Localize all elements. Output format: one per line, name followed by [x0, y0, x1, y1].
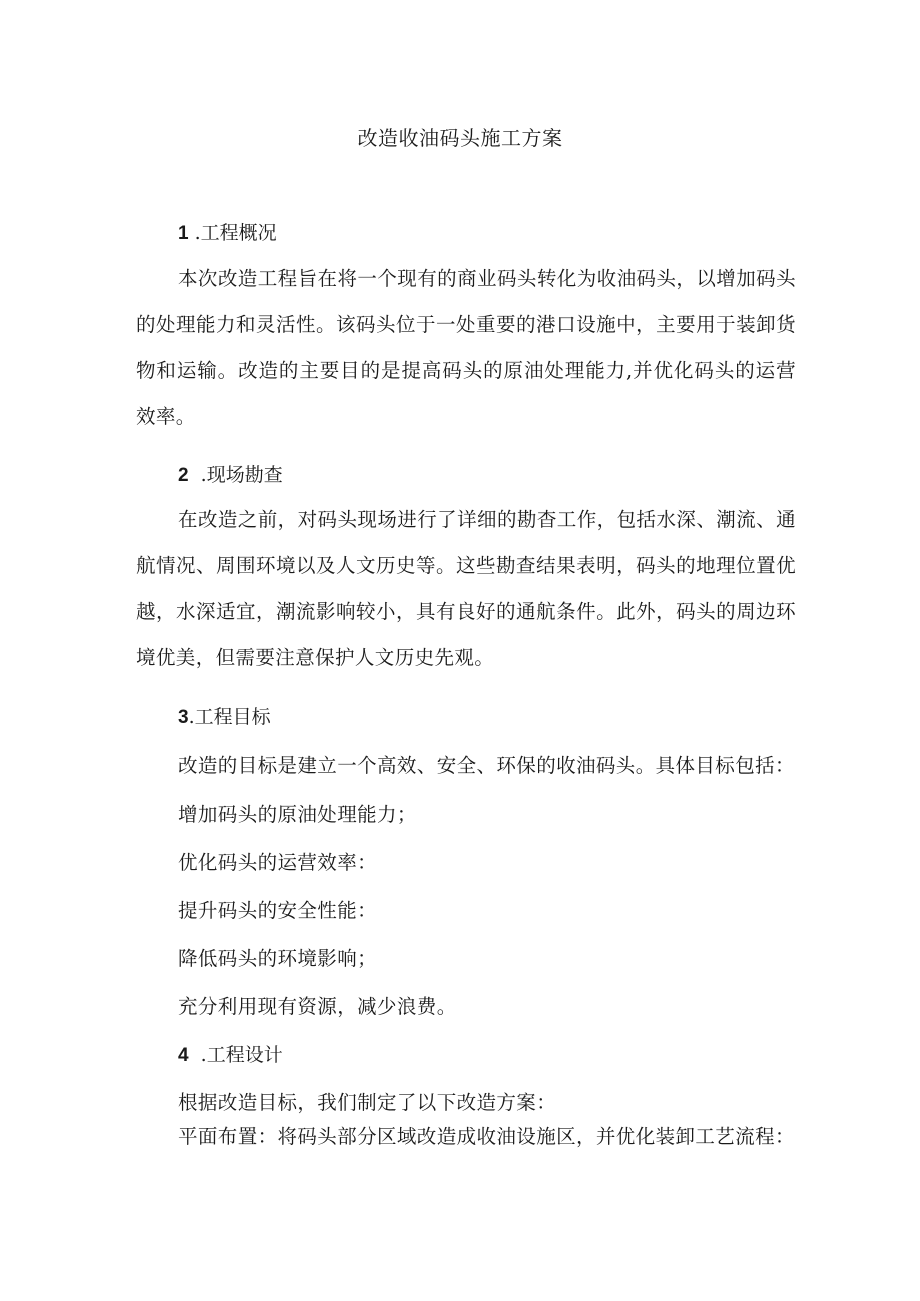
section-2-title: .现场勘查	[200, 464, 283, 486]
list-item: 平面布置：将码头部分区域改造成收油设施区，并优化装卸工艺流程：	[178, 1125, 795, 1148]
section-2-heading	[178, 460, 283, 487]
list-item: 增加码头的原油处理能力；	[178, 803, 417, 826]
section-1-paragraph: 本次改造工程旨在将一个现有的商业码头转化为收油码头，以增加码头的处理能力和灵活性。该码头位于一处重要的港口设施中，主要用于装卸货物和运输。改造的主要目的是提高码头的原油处理能力,并优化码头的运营效率。	[136, 267, 796, 428]
section-1-heading	[178, 218, 277, 245]
section-1-number: 1	[178, 223, 189, 244]
section-2-number: 2	[178, 465, 189, 486]
section-3-number: 3	[178, 707, 189, 728]
section-1-title: .工程概况	[194, 222, 277, 244]
section-4-number: 4	[178, 1045, 189, 1066]
list-item: 降低码头的环境影响；	[178, 947, 378, 970]
section-4-heading	[178, 1040, 283, 1067]
list-item: 提升码头的安全性能：	[178, 899, 378, 922]
section-4-intro: 根据改造目标，我们制定了以下改造方案：	[178, 1091, 557, 1114]
section-2-paragraph: 在改造之前，对码头现场进行了详细的勘杳工作，包括水深、潮流、通航情况、周围环境以及人文历史等。这些勘查结果表明，码头的地理位置优越，水深适宜，潮流影响较小，具有良好的通航条件。此外，码头的周边环境优美，但需要注意保护人文历史先观。	[136, 508, 796, 669]
section-3-heading	[178, 702, 271, 729]
section-3-intro: 改造的目标是建立一个高效、安全、环保的收油码头。具体目标包括：	[178, 754, 795, 777]
section-4-title: .工程设计	[200, 1044, 283, 1066]
list-item: 优化码头的运营效率：	[178, 851, 378, 874]
section-3-title: .工程目标	[188, 706, 271, 728]
list-item: 充分利用现有资源，减少浪费。	[178, 995, 457, 1018]
document-title: 改造收油码头施工方案	[357, 126, 563, 150]
